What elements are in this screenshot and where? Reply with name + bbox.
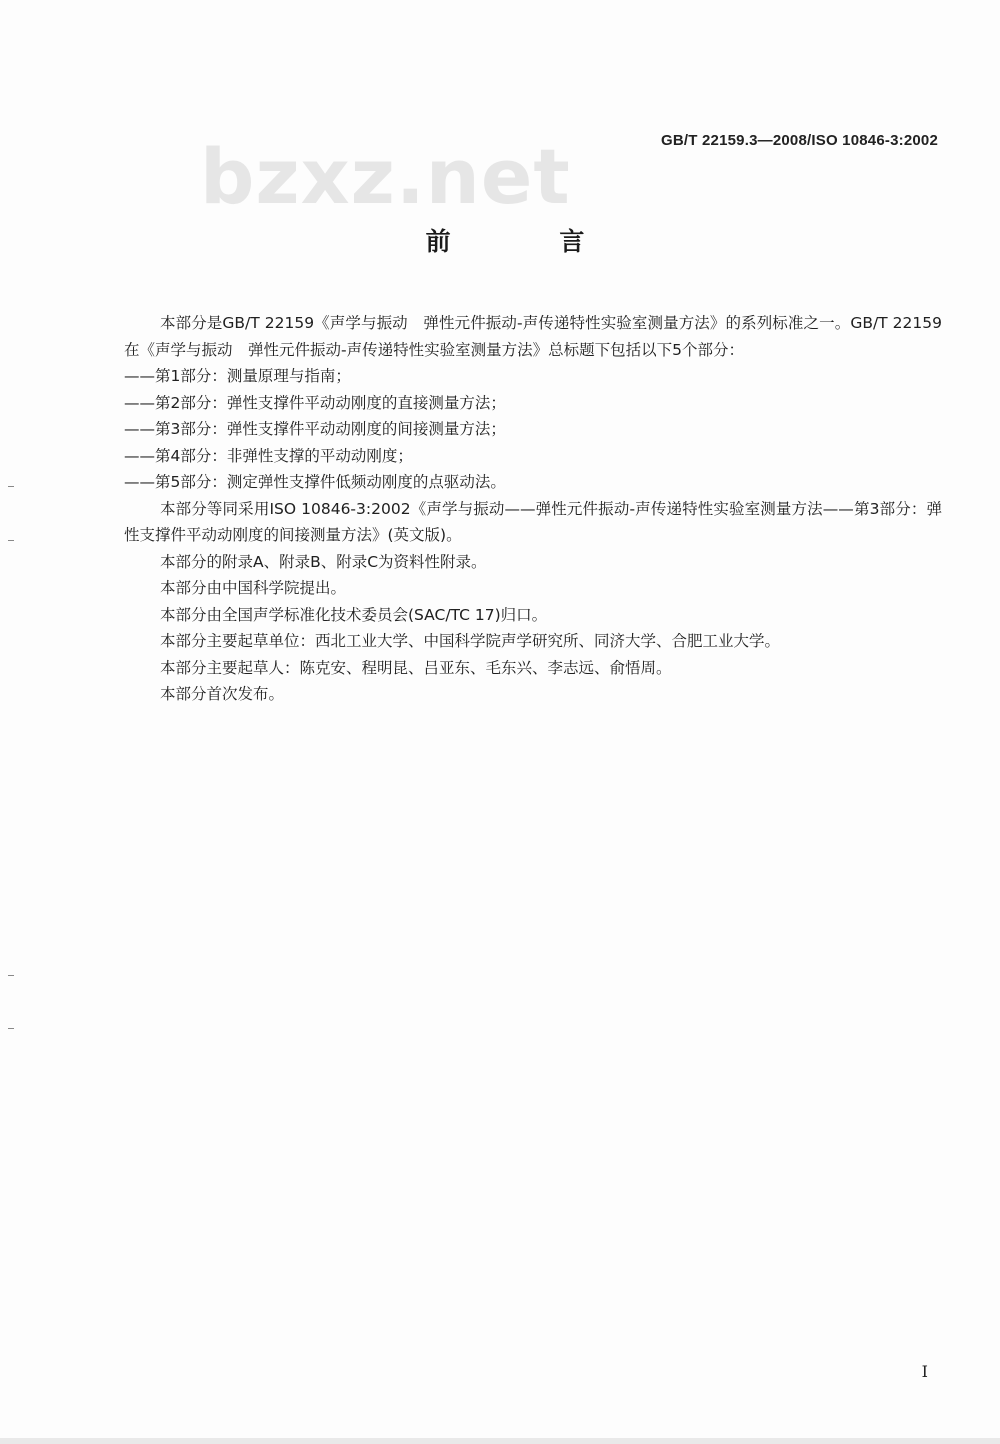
margin-mark <box>8 486 14 487</box>
page-number: I <box>921 1362 928 1381</box>
annex-paragraph: 本部分的附录A、附录B、附录C为资料性附录。 <box>160 552 487 571</box>
margin-mark <box>8 1028 14 1029</box>
part-item-1: ——第1部分：测量原理与指南； <box>124 367 351 385</box>
standard-code: GB/T 22159.3—2008/ISO 10846-3:2002 <box>661 132 938 149</box>
margin-mark <box>8 975 14 976</box>
page-bottom-edge <box>0 1438 1000 1444</box>
part-item-3: ——第3部分：弹性支撑件平动动刚度的间接测量方法； <box>124 420 506 438</box>
proposed-by-paragraph: 本部分由中国科学院提出。 <box>160 579 347 597</box>
foreword-body <box>124 310 942 708</box>
drafters-paragraph: 本部分主要起草人：陈克安、程明昆、吕亚东、毛东兴、李志远、俞悟周。 <box>160 658 672 677</box>
intro-paragraph: 本部分是GB/T 22159《声学与振动 弹性元件振动-声传递特性实验室测量方法》的系列标准之一。GB/T 22159在《声学与振动 弹性元件振动-声传递特性实验室测量方法》总标题下包括以下5个部分： <box>124 314 942 359</box>
equivalence-paragraph: 本部分等同采用ISO 10846-3:2002《声学与振动——弹性元件振动-声传递特性实验室测量方法——第3部分：弹性支撑件平动动刚度的间接测量方法》(英文版)。 <box>124 499 942 544</box>
page-title: 前 言 <box>425 227 635 256</box>
first-release-paragraph: 本部分首次发布。 <box>160 685 285 703</box>
part-item-4: ——第4部分：非弹性支撑的平动动刚度； <box>124 446 413 465</box>
drafting-units-paragraph: 本部分主要起草单位：西北工业大学、中国科学院声学研究所、同济大学、合肥工业大学。 <box>160 632 781 650</box>
margin-mark <box>8 540 14 541</box>
centralized-by-paragraph: 本部分由全国声学标准化技术委员会(SAC/TC 17)归口。 <box>160 605 548 624</box>
part-item-2: ——第2部分：弹性支撑件平动动刚度的直接测量方法； <box>124 393 506 412</box>
watermark: bzxz.net <box>200 132 571 221</box>
part-item-5: ——第5部分：测定弹性支撑件低频动刚度的点驱动法。 <box>124 473 506 491</box>
